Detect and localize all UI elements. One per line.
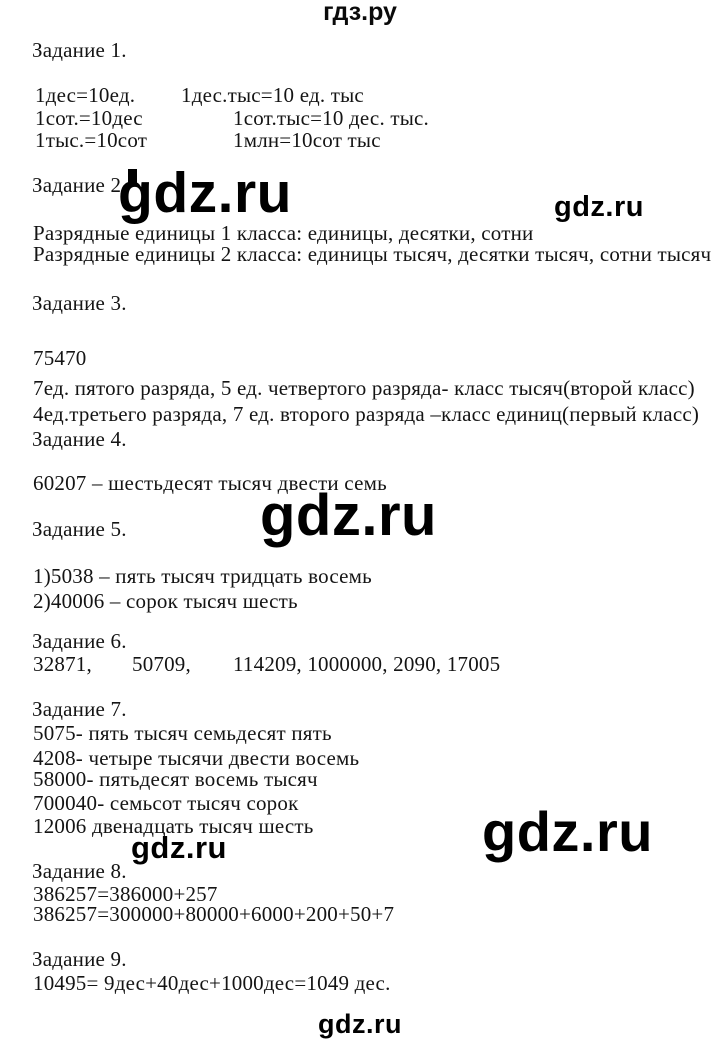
- watermark-logo-bottom: gdz.ru: [318, 1009, 402, 1039]
- task9-label: Задание 9.: [32, 947, 127, 971]
- task1-row1-col2: 1дес.тыс=10 ед. тыс: [181, 83, 364, 107]
- task7-label: Задание 7.: [32, 697, 127, 721]
- task6-col2: 50709,: [132, 652, 191, 676]
- task3-line1: 75470: [33, 346, 87, 370]
- task1-row3-col1: 1тыс.=10сот: [35, 128, 148, 152]
- task7-line4: 700040- семьсот тысяч сорок: [33, 791, 299, 815]
- task5-label: Задание 5.: [32, 517, 127, 541]
- watermark-logo-large-right: gdz.ru: [482, 800, 653, 863]
- task7-line3: 58000- пятьдесят восемь тысяч: [33, 767, 318, 791]
- task1-row3-col2: 1млн=10сот тыс: [233, 128, 381, 152]
- task2-label: Задание 2.: [32, 173, 127, 197]
- task4-line1: 60207 – шестьдесят тысяч двести семь: [33, 471, 387, 495]
- task8-line2: 386257=300000+80000+6000+200+50+7: [33, 902, 395, 926]
- task3-label: Задание 3.: [32, 291, 127, 315]
- task6-col3: 114209, 1000000, 2090, 17005: [233, 652, 501, 676]
- task1-row2-col1: 1сот.=10дес: [35, 106, 143, 130]
- task7-line1: 5075- пять тысяч семьдесят пять: [33, 721, 332, 745]
- task1-label: Задание 1.: [32, 38, 127, 62]
- task5-line2: 2)40006 – сорок тысяч шесть: [33, 589, 298, 613]
- task3-line3: 4ед.третьего разряда, 7 ед. второго разряда –класс единиц(первый класс): [33, 402, 700, 426]
- task2-line2: Разрядные единицы 2 класса: единицы тысяч, десятки тысяч, сотни тысяч: [33, 242, 712, 266]
- watermark-logo-small-right: gdz.ru: [554, 191, 644, 223]
- task7-line5: 12006 двенадцать тысяч шесть: [33, 814, 314, 838]
- task2-line1: Разрядные единицы 1 класса: единицы, десятки, сотни: [33, 221, 534, 245]
- task1-row1-col1: 1дес=10ед.: [35, 83, 136, 107]
- task9-line1: 10495= 9дес+40дес+1000дес=1049 дес.: [33, 971, 391, 995]
- task8-line1: 386257=386000+257: [33, 882, 218, 906]
- task7-line2: 4208- четыре тысячи двести восемь: [33, 746, 360, 770]
- watermark-logo-large-1: gdz.ru: [118, 161, 292, 225]
- task3-line2: 7ед. пятого разряда, 5 ед. четвертого разряда- класс тысяч(второй класс): [33, 376, 695, 400]
- watermark-logo-medium-left: gdz.ru: [131, 830, 227, 865]
- task6-label: Задание 6.: [32, 629, 127, 653]
- site-header-logo: гдз.ру: [323, 0, 397, 26]
- task5-line1: 1)5038 – пять тысяч тридцать восемь: [33, 564, 372, 588]
- task8-label: Задание 8.: [32, 859, 127, 883]
- task1-row2-col2: 1сот.тыс=10 дес. тыс.: [233, 106, 429, 130]
- task4-label: Задание 4.: [32, 427, 127, 451]
- task6-col1: 32871,: [33, 652, 92, 676]
- watermark-logo-large-center: gdz.ru: [260, 483, 437, 548]
